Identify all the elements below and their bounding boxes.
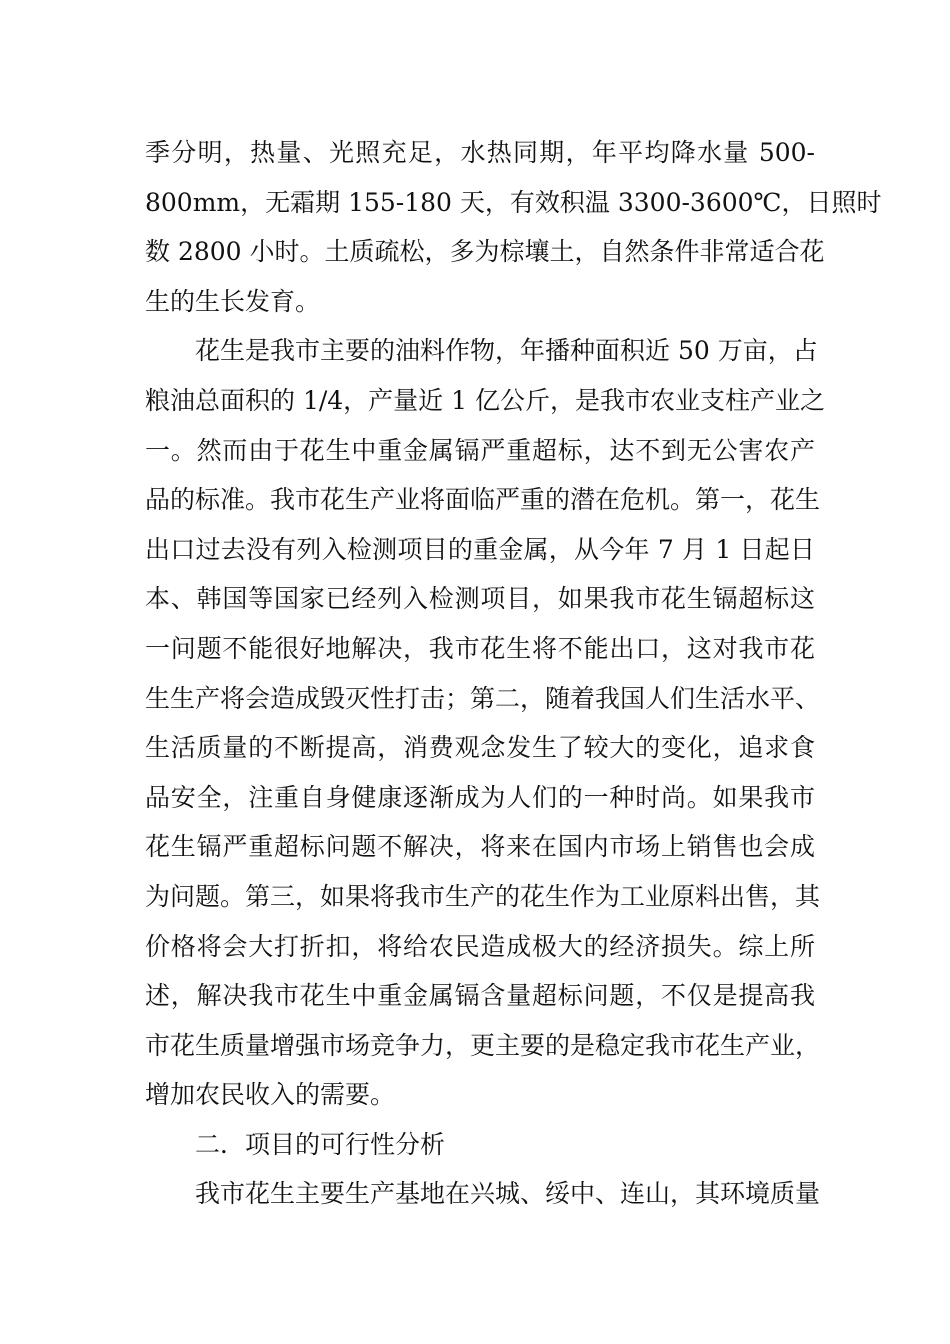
paragraph-peanut-industry bbox=[145, 326, 825, 1120]
text-line: 价格将会大打折扣，将给农民造成极大的经济损失。综上所 bbox=[145, 931, 815, 961]
text-line: 述，解决我市花生中重金属镉含量超标问题，不仅是提高我 bbox=[145, 981, 815, 1011]
text-line: 生的生长发育。 bbox=[145, 286, 321, 316]
text-line: 花生镉严重超标问题不解决，将来在国内市场上销售也会成 bbox=[145, 832, 815, 862]
text-line: 本、韩国等国家已经列入检测项目，如果我市花生镉超标这 bbox=[145, 584, 815, 614]
text-line: 出口过去没有列入检测项目的重金属，从今年 7 月 1 日起日 bbox=[145, 534, 815, 564]
text-line: 粮油总面积的 1/4，产量近 1 亿公斤，是我市农业支柱产业之 bbox=[145, 385, 825, 415]
text-line: 为问题。第三，如果将我市生产的花生作为工业原料出售，其 bbox=[145, 881, 821, 911]
text-line: 一。然而由于花生中重金属镉严重超标，达不到无公害农产 bbox=[145, 435, 815, 465]
text-line: 品的标准。我市花生产业将面临严重的潜在危机。第一，花生 bbox=[145, 485, 821, 515]
text-line: 品安全，注重自身健康逐渐成为人们的一种时尚。如果我市 bbox=[145, 782, 815, 812]
text-line: 增加农民收入的需要。 bbox=[145, 1080, 396, 1110]
text-line: 市花生质量增强市场竞争力，更主要的是稳定我市花生产业， bbox=[145, 1030, 821, 1060]
paragraph-climate bbox=[145, 128, 882, 326]
text-line: 花生是我市主要的油料作物，年播种面积近 50 万亩，占 bbox=[195, 336, 818, 366]
document-body bbox=[145, 128, 882, 1219]
text-line: 我市花生主要生产基地在兴城、绥中、连山，其环境质量 bbox=[195, 1179, 821, 1209]
paragraph-production-base bbox=[145, 1169, 821, 1219]
text-line: 生活质量的不断提高，消费观念发生了较大的变化，追求食 bbox=[145, 733, 815, 763]
text-line: 季分明，热量、光照充足，水热同期，年平均降水量 500- bbox=[145, 138, 815, 167]
text-line: 数 2800 小时。土质疏松，多为棕壤土，自然条件非常适合花 bbox=[145, 237, 825, 267]
text-line: 生生产将会造成毁灭性打击；第二，随着我国人们生活水平、 bbox=[145, 683, 821, 713]
section-heading-feasibility bbox=[145, 1120, 815, 1170]
text-line: 一问题不能很好地解决，我市花生将不能出口，这对我市花 bbox=[145, 633, 815, 663]
section-heading-text: 二．项目的可行性分析 bbox=[195, 1129, 446, 1159]
text-line: 800mm，无霜期 155-180 天，有效积温 3300-3600℃，日照时 bbox=[145, 187, 882, 217]
